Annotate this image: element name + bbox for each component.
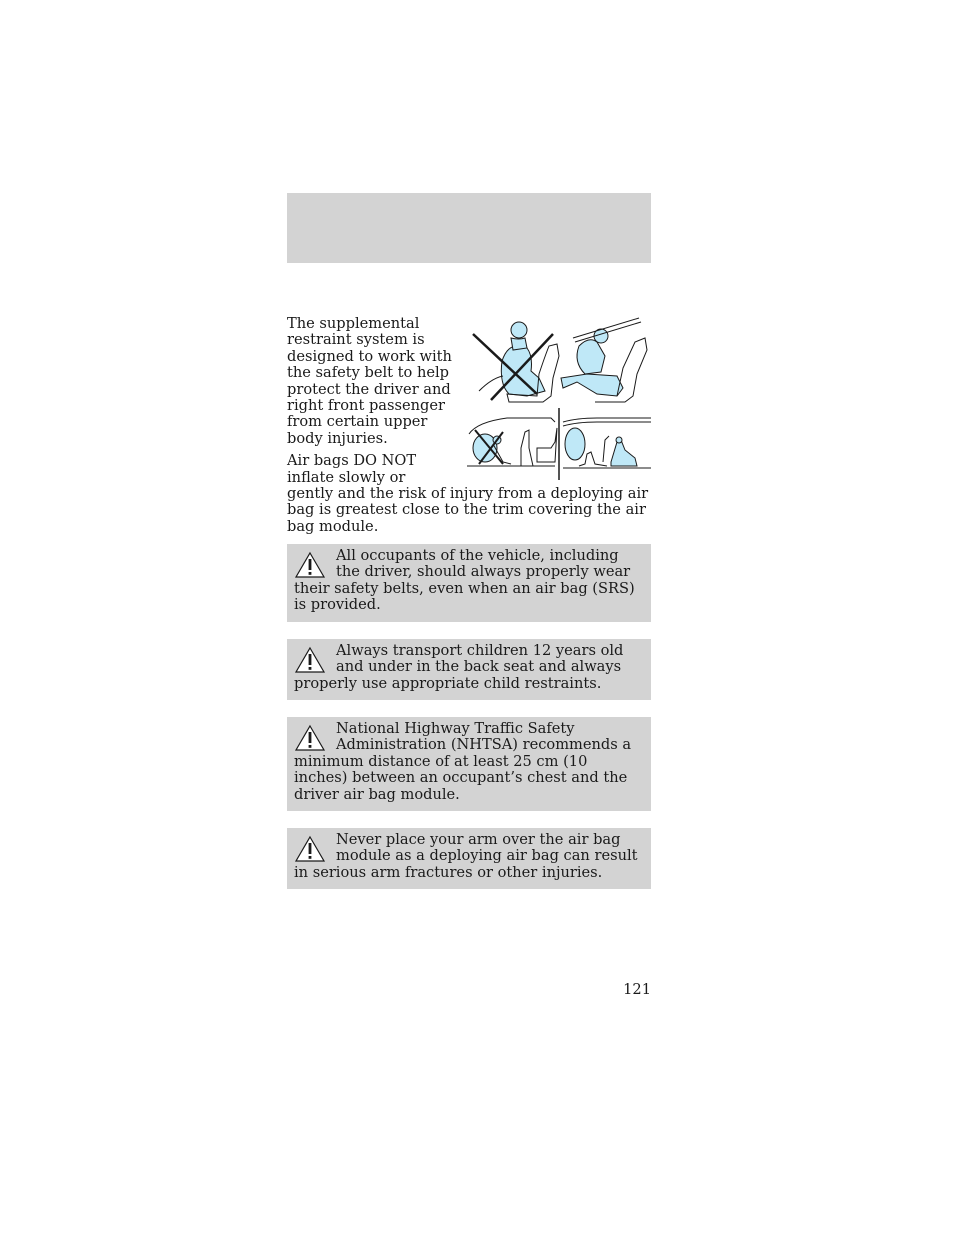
warning-triangle-icon bbox=[294, 724, 326, 752]
warning-text: All occupants of the vehicle, including the driver, should always properly wear their safety belts, even when an air bag (SRS) is provided. bbox=[294, 547, 635, 614]
warning-box-nhtsa-distance bbox=[287, 717, 651, 811]
airbag-seating-position-illustration bbox=[467, 316, 651, 482]
warning-text: National Highway Traffic Safety Administration (NHTSA) recommends a minimum distance of at least 25 cm (10 inches) between an occupant’s chest and the driver air bag module. bbox=[294, 720, 632, 803]
warning-triangle-icon bbox=[294, 551, 326, 579]
warning-box-seat-belts bbox=[287, 544, 651, 622]
intro-paragraph-2: Air bags DO NOT inflate slowly or gently and the risk of injury from a deploying air bag is greatest close to the trim covering the air bag module. bbox=[287, 452, 649, 535]
warning-text: Always transport children 12 years old and under in the back seat and always properly use appropriate child restraints. bbox=[294, 642, 624, 692]
intro-section bbox=[287, 316, 651, 541]
car-side-view-illustrations bbox=[467, 408, 651, 480]
warning-box-children bbox=[287, 639, 651, 700]
warning-triangle-icon bbox=[294, 835, 326, 863]
too-close-occupant-figure bbox=[473, 322, 559, 402]
warning-text: Never place your arm over the air bag module as a deploying air bag can result in serious arm fractures or other injuries. bbox=[294, 831, 638, 881]
warning-triangle-icon bbox=[294, 646, 326, 674]
header-band bbox=[287, 193, 651, 263]
page-number: 121 bbox=[623, 981, 651, 998]
warning-box-arm-placement bbox=[287, 828, 651, 889]
proper-position-occupant-figure bbox=[561, 318, 647, 402]
intro-paragraph-1: The supplemental restraint system is designed to work with the safety belt to help protect the driver and right front passenger from certain upper body injuries. bbox=[287, 315, 452, 447]
